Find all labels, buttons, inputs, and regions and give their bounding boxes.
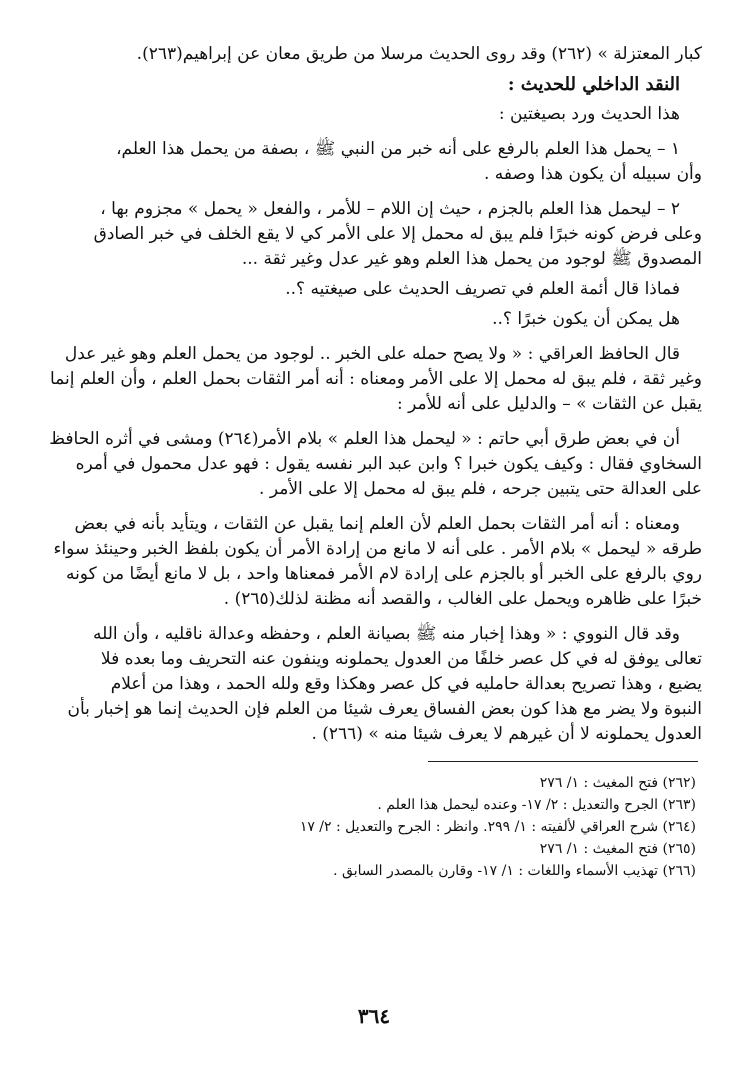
text-line: السخاوي فقال : وكيف يكون خبرا ؟ وابن عبد البر نفسه يقول : فهو عدل محمول في أمره [75, 454, 702, 474]
text-line: فماذا قال أئمة العلم في تصريف الحديث على صيغتيه ؟.. [285, 279, 680, 299]
text-line: يقبل عن الثقات » – والدليل على أنه للأمر : [396, 394, 702, 414]
text-line: هل يمكن أن يكون خبرًا ؟.. [492, 309, 680, 329]
footnotes [46, 772, 702, 882]
text-line: وعلى فرض كونه خبرًا فلم يبق له محمل إلا على الأمر كي لا يقع الخلف في خبر الصادق [93, 224, 702, 244]
text-line: قال الحافظ العراقي : « ولا يصح حمله على الخبر .. لوجود من يحمل العلم وهو غير عدل [64, 344, 680, 364]
text-line: تعالى يوفق له في كل عصر خلفًا من العدول يحملونه وينفون عنه التحريف وما بعده فلا [100, 649, 702, 669]
footnote: (٢٦٥) فتح المغيث : ١/ ٢٧٦ [539, 841, 696, 857]
text-line: ٢ – ليحمل هذا العلم بالجزم ، حيث إن اللام – للأمر ، والفعل « يحمل » مجزوم بها ، [100, 199, 680, 219]
text-line: ١ – يحمل هذا العلم بالرفع على أنه خبر من النبي ﷺ ، بصفة من يحمل هذا العلم، [116, 139, 680, 159]
text-line: خبرًا على ظاهره ويحمل على الغالب ، والقصد أنه مظنة لذلك(٢٦٥) . [223, 589, 702, 609]
text-line: ومعناه : أنه أمر الثقات بحمل العلم لأن العلم إنما يقبل عن الثقات ، ويتأيد بأنه في بعض [74, 514, 680, 534]
text-line: هذا الحديث ورد بصيغتين : [498, 104, 680, 124]
text-line: كبار المعتزلة » (٢٦٢) وقد روى الحديث مرسلا من طريق معان عن إبراهيم(٢٦٣). [136, 44, 702, 64]
footnote: (٢٦٣) الجرح والتعديل : ٢/ ١٧- وعنده ليحمل هذا العلم . [377, 797, 696, 813]
text-line: روي بالرفع على الخبر أو بالجزم على إرادة لام الأمر فمعناها واحد ، بل لا مانع أيضًا من كونه [65, 564, 702, 584]
text-line: وغير ثقة ، فلم يبق له محمل إلا على الأمر ومعناه : أنه أمر الثقات بحمل العلم ، وأن العلم إنما [50, 369, 702, 389]
footnote-divider [428, 761, 698, 762]
footnote: (٢٦٤) شرح العراقي لألفيته : ١/ ٢٩٩. وانظر : الجرح والتعديل : ٢/ ١٧ [299, 819, 696, 835]
section-heading: النقد الداخلي للحديث : [507, 74, 680, 95]
text-line: أن في بعض طرق أبي حاتم : « ليحمل هذا العلم » بلام الأمر(٢٦٤) ومشى في أثره الحافظ [49, 429, 680, 449]
text-line: على العدالة حتى يتبين جرحه ، فلم يبق له محمل إلا على الأمر . [259, 479, 702, 499]
footnote: (٢٦٦) تهذيب الأسماء واللغات : ١/ ١٧- وقارن بالمصدر السابق . [333, 863, 696, 879]
page-number: ٣٦٤ [357, 1004, 391, 1028]
text-line: وأن سبيله أن يكون هذا وصفه . [483, 164, 702, 184]
body-text [46, 42, 702, 747]
text-line: طرقه « ليحمل » بلام الأمر . على أنه لا مانع من إرادة الأمر أن يكون بلفظ الخبر وحينئذ سواء [53, 539, 702, 559]
text-line: النبوة ولا يضر مع هذا كون بعض الفساق يعرف شيئا من العلم فإن الحديث إنما هو إخبار بأن [67, 699, 702, 719]
text-line: وقد قال النووي : « وهذا إخبار منه ﷺ بصيانة العلم ، وحفظه وعدالة ناقليه ، وأن الله [93, 624, 680, 644]
text-line: يضيع ، وهذا تصريح بعدالة حامليه في كل عصر وهكذا وقع ولله الحمد ، وهذا من أعلام [110, 674, 702, 694]
text-line: العدول يحملونه لا أن غيرهم لا يعرف شيئا منه » (٢٦٦) . [311, 724, 702, 744]
text-line: المصدوق ﷺ لوجود من يحمل هذا العلم وهو غير عدل وغير ثقة ... [241, 249, 702, 269]
footnote: (٢٦٢) فتح المغيث : ١/ ٢٧٦ [539, 775, 696, 791]
